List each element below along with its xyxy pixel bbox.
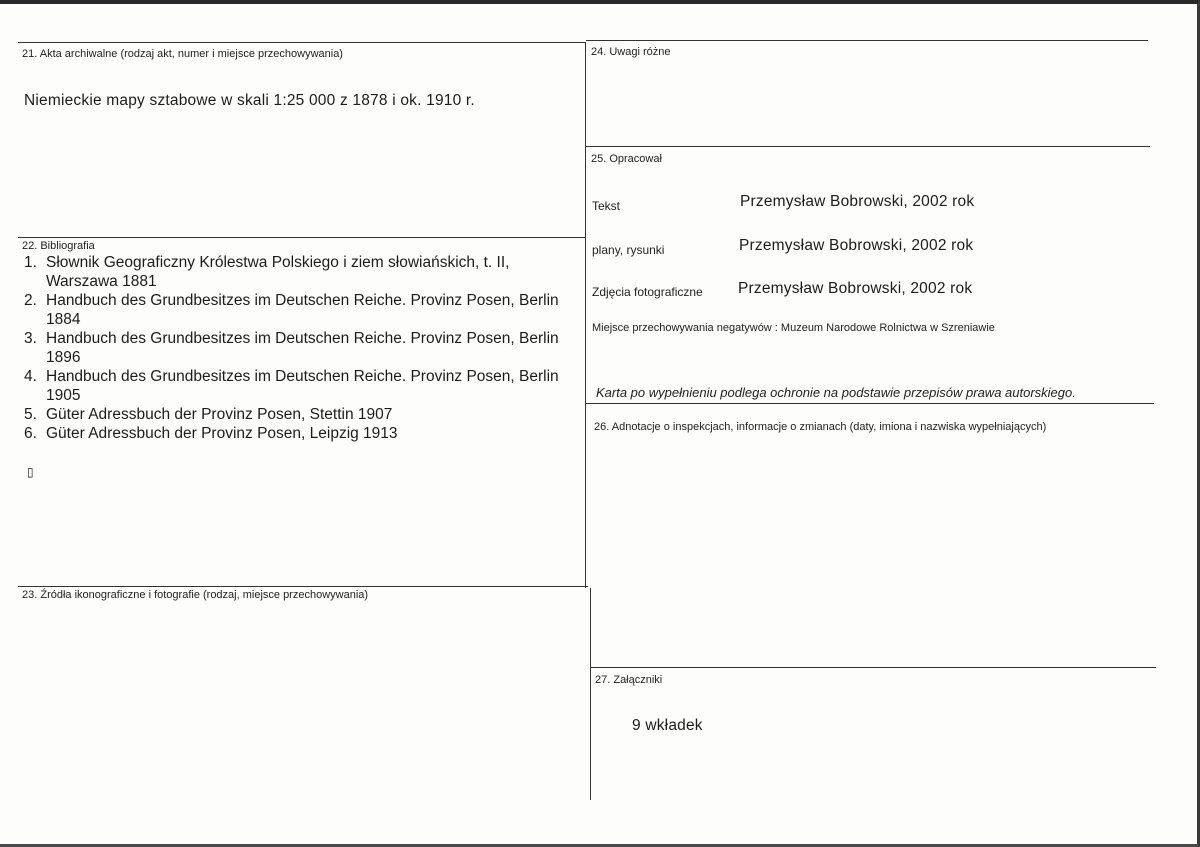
rule-top-right (586, 40, 1148, 41)
list-item: 1. Słownik Geograficzny Królestwa Polskiego i ziem słowiańskich, t. II, Warszawa 1881 (24, 254, 510, 290)
rule-22-top (18, 237, 586, 238)
rule-23-top (18, 586, 588, 587)
field-27-value: 9 wkładek (632, 717, 703, 734)
copyright-notice: Karta po wypełnieniu podlega ochronie na podstawie przepisów prawa autorskiego. (596, 385, 1076, 400)
box-mark: ▯ (27, 465, 34, 479)
list-item: 2. Handbuch des Grundbesitzes im Deutschen Reiche. Provinz Posen, Berlin 1884 (24, 292, 559, 328)
field-25-label: 25. Opracował (591, 153, 662, 165)
tekst-value: Przemysław Bobrowski, 2002 rok (740, 193, 975, 210)
rule-top-left (18, 42, 586, 43)
rule-27-top (590, 667, 1156, 668)
list-item: 5. Güter Adressbuch der Provinz Posen, Stettin 1907 (24, 406, 393, 423)
field-27-label: 27. Załączniki (595, 674, 663, 686)
field-26-label: 26. Adnotacje o inspekcjach, informacje o zmianach (daty, imiona i nazwiska wypełniających) (594, 421, 1047, 433)
field-21-label: 21. Akta archiwalne (rodzaj akt, numer i miejsce przechowywania) (22, 48, 343, 60)
list-item: 3. Handbuch des Grundbesitzes im Deutschen Reiche. Provinz Posen, Berlin 1896 (24, 330, 559, 366)
field-21-value: Niemieckie mapy sztabowe w skali 1:25 000 z 1878 i ok. 1910 r. (24, 92, 475, 109)
rule-25-top (586, 146, 1150, 147)
rule-center-upper (585, 42, 586, 588)
list-item: 4. Handbuch des Grundbesitzes im Deutschen Reiche. Provinz Posen, Berlin 1905 (24, 368, 559, 404)
bibliography-list (24, 253, 566, 443)
zdjecia-label: Zdjęcia fotograficzne (592, 285, 703, 299)
field-23-label: 23. Źródła ikonograficzne i fotografie (rodzaj, miejsce przechowywania) (22, 589, 369, 601)
rule-center-lower (590, 588, 591, 800)
rule-26-top (586, 403, 1154, 404)
negatives-location: Miejsce przechowywania negatywów : Muzeum Narodowe Rolnictwa w Szreniawie (592, 322, 995, 334)
plany-label: plany, rysunki (592, 243, 665, 257)
zdjecia-value: Przemysław Bobrowski, 2002 rok (738, 280, 973, 297)
plany-value: Przemysław Bobrowski, 2002 rok (739, 237, 974, 254)
field-24-label: 24. Uwagi różne (591, 46, 671, 58)
tekst-label: Tekst (592, 199, 621, 213)
list-item: 6. Güter Adressbuch der Provinz Posen, Leipzig 1913 (24, 425, 398, 442)
field-22-label: 22. Bibliografia (22, 240, 95, 252)
